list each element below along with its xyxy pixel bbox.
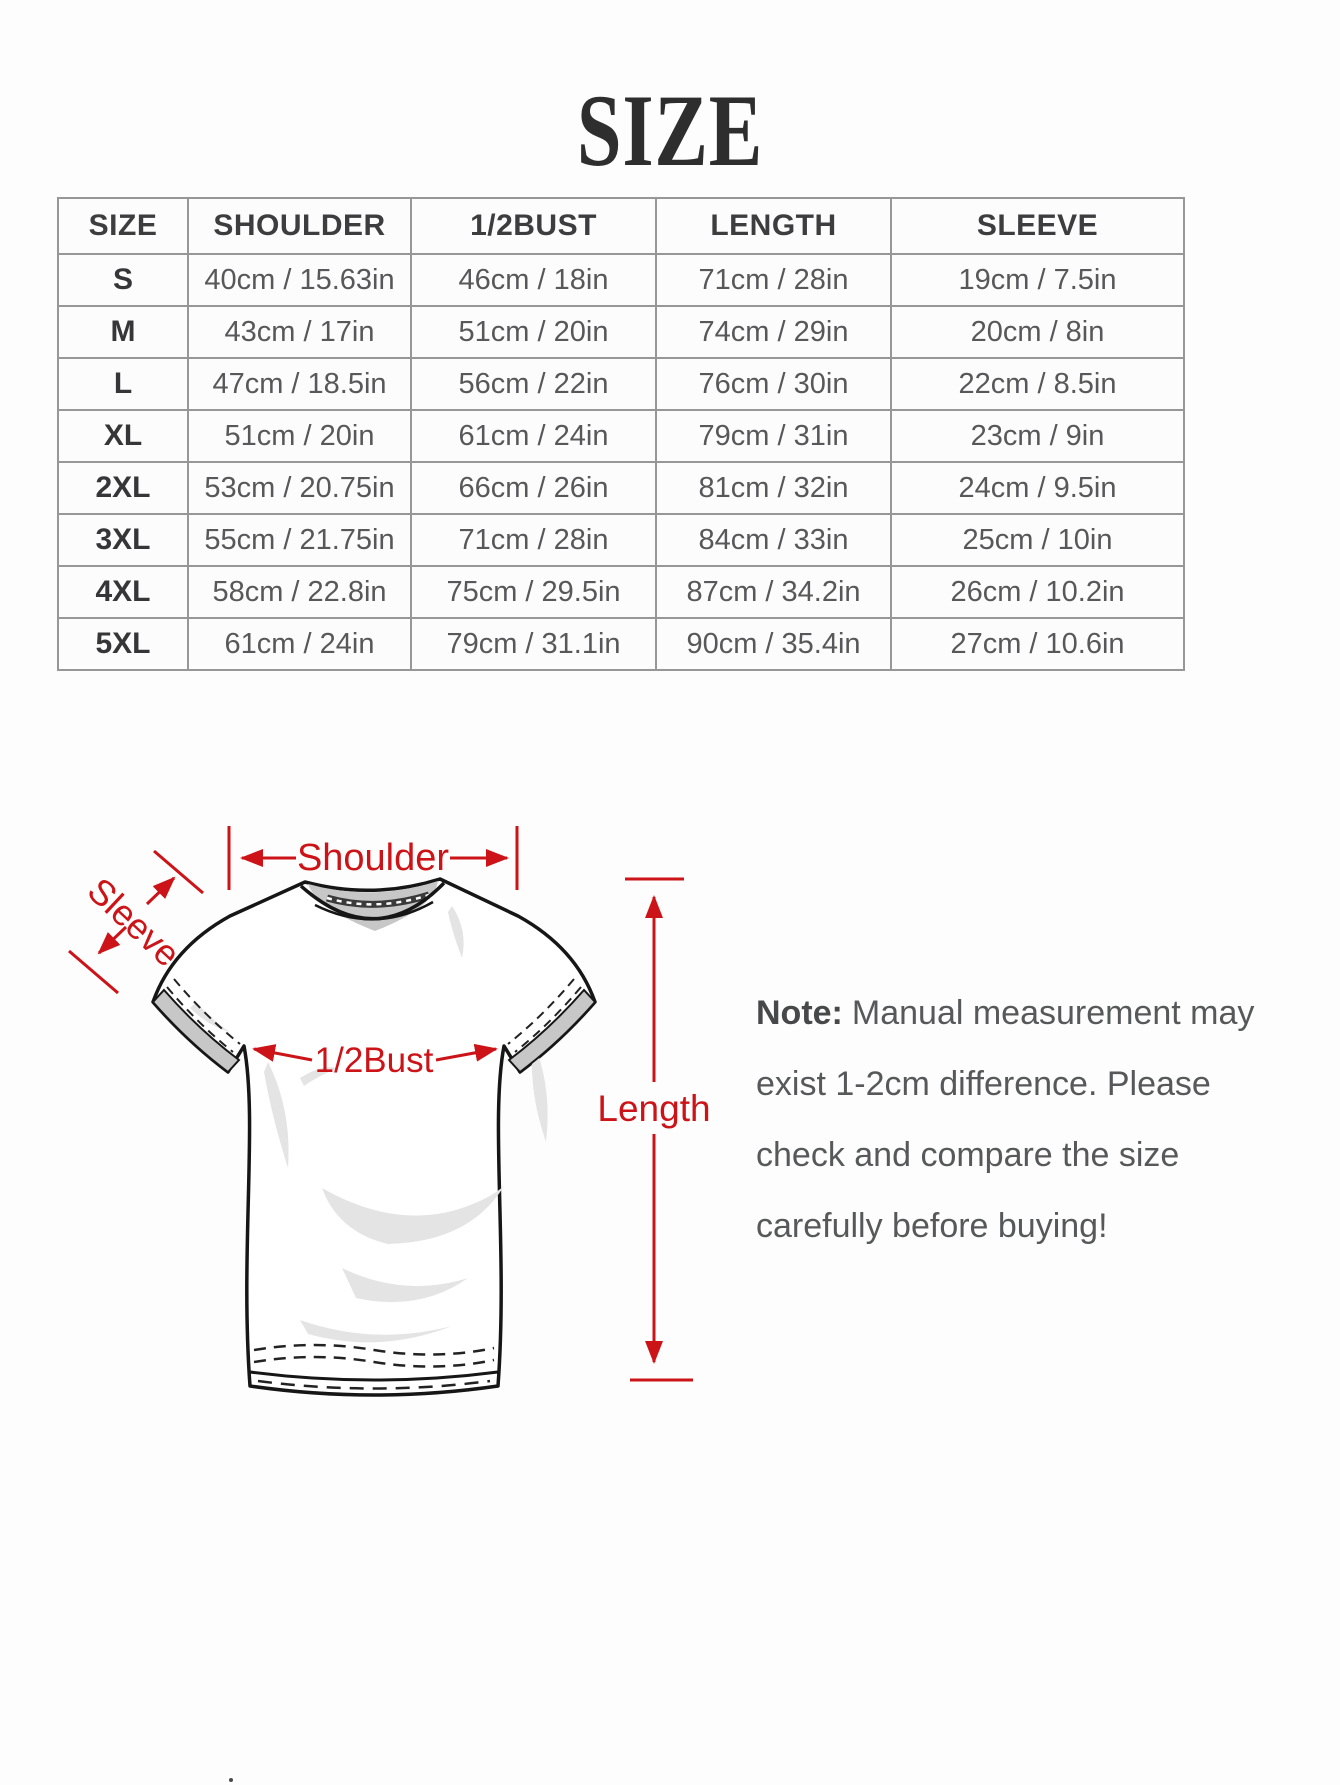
measurement-cell: 26cm / 10.2in [891, 566, 1184, 618]
size-cell: 4XL [58, 566, 188, 618]
measurement-cell: 51cm / 20in [188, 410, 411, 462]
measurement-cell: 56cm / 22in [411, 358, 656, 410]
size-cell: L [58, 358, 188, 410]
note-prefix: Note: [756, 994, 843, 1032]
size-cell: 2XL [58, 462, 188, 514]
measurement-cell: 90cm / 35.4in [656, 618, 891, 670]
page-title: SIZE [576, 74, 764, 188]
measurement-cell: 51cm / 20in [411, 306, 656, 358]
sleeve-label: Sleeve [79, 869, 189, 975]
measurement-cell: 79cm / 31in [656, 410, 891, 462]
measurement-cell: 84cm / 33in [656, 514, 891, 566]
measurement-cell: 46cm / 18in [411, 254, 656, 306]
measurement-cell: 19cm / 7.5in [891, 254, 1184, 306]
note-line: exist 1-2cm difference. Please [756, 1065, 1211, 1103]
note-line: check and compare the size [756, 1136, 1180, 1174]
length-label: Length [597, 1088, 711, 1129]
measurement-cell: 61cm / 24in [411, 410, 656, 462]
note-line: carefully before buying! [756, 1207, 1108, 1245]
note-text: Manual measurement may [851, 994, 1255, 1032]
measurement-cell: 58cm / 22.8in [188, 566, 411, 618]
measurement-cell: 24cm / 9.5in [891, 462, 1184, 514]
measurement-cell: 87cm / 34.2in [656, 566, 891, 618]
note [756, 978, 1280, 1262]
measurement-cell: 20cm / 8in [891, 306, 1184, 358]
shoulder-label: Shoulder [296, 837, 450, 879]
measurement-cell: 43cm / 17in [188, 306, 411, 358]
measurement-cell: 79cm / 31.1in [411, 618, 656, 670]
note-line [756, 978, 1280, 1049]
sleeve-arrow-upper [147, 878, 174, 904]
measurement-cell: 71cm / 28in [411, 514, 656, 566]
measurement-cell: 75cm / 29.5in [411, 566, 656, 618]
measurement-cell: 74cm / 29in [656, 306, 891, 358]
column-header: SIZE [58, 198, 188, 254]
measurement-cell: 76cm / 30in [656, 358, 891, 410]
size-cell: 5XL [58, 618, 188, 670]
bust-label: 1/2Bust [314, 1041, 434, 1080]
measurement-cell: 22cm / 8.5in [891, 358, 1184, 410]
column-header: SLEEVE [891, 198, 1184, 254]
size-cell: S [58, 254, 188, 306]
measurement-cell: 55cm / 21.75in [188, 514, 411, 566]
measurement-cell: 61cm / 24in [188, 618, 411, 670]
column-header: SHOULDER [188, 198, 411, 254]
size-cell: M [58, 306, 188, 358]
artifact-dot [229, 1778, 233, 1782]
measurement-cell: 71cm / 28in [656, 254, 891, 306]
size-cell: XL [58, 410, 188, 462]
sleeve-tick-lower [69, 951, 118, 993]
sleeve-tick-upper [154, 851, 203, 893]
column-header: 1/2BUST [411, 198, 656, 254]
measurement-cell: 23cm / 9in [891, 410, 1184, 462]
measurement-cell: 47cm / 18.5in [188, 358, 411, 410]
column-header: LENGTH [656, 198, 891, 254]
measurement-cell: 81cm / 32in [656, 462, 891, 514]
size-cell: 3XL [58, 514, 188, 566]
tshirt-drawing [153, 879, 595, 1395]
tshirt-outline [153, 879, 595, 1395]
measurement-cell: 66cm / 26in [411, 462, 656, 514]
measurement-cell: 53cm / 20.75in [188, 462, 411, 514]
measurement-cell: 40cm / 15.63in [188, 254, 411, 306]
length-measure [625, 879, 693, 1380]
measurement-cell: 27cm / 10.6in [891, 618, 1184, 670]
measurement-cell: 25cm / 10in [891, 514, 1184, 566]
